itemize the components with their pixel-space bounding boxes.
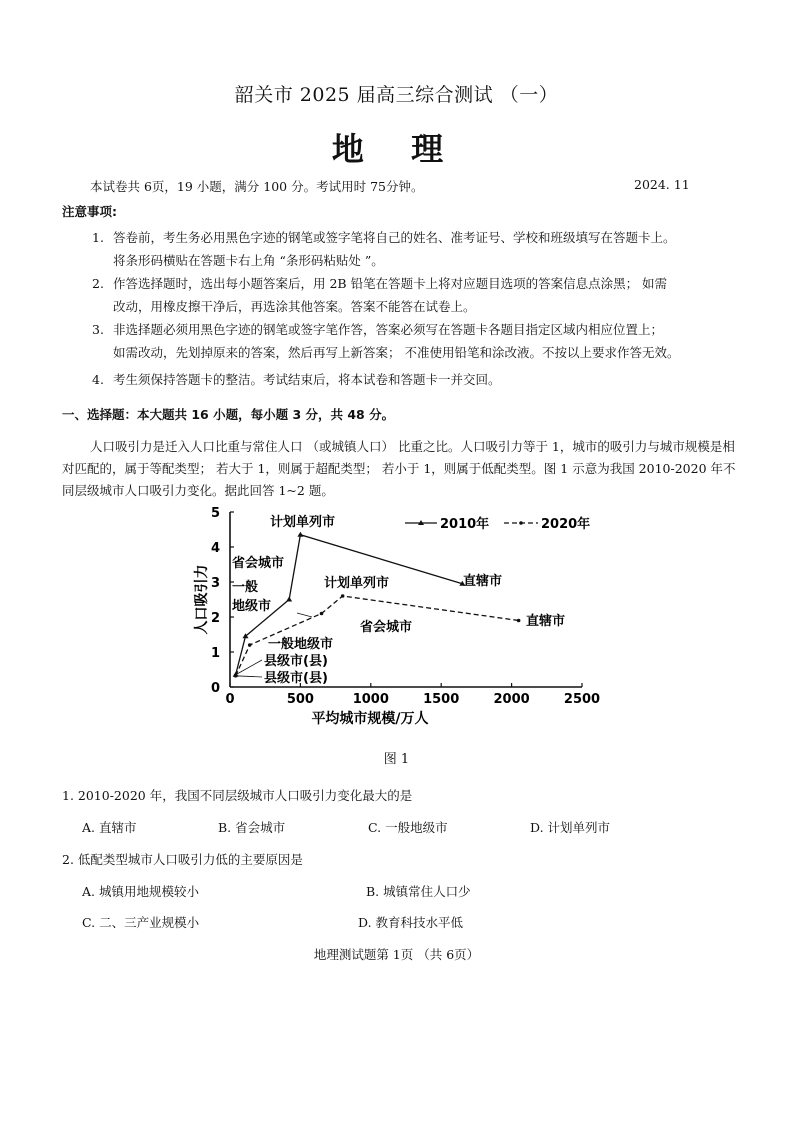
option-d: D. 计划单列市 <box>530 820 611 835</box>
y-tick-label: 4 <box>210 541 220 556</box>
notice-item <box>92 318 752 364</box>
legend-label-2010: 2010年 <box>440 517 490 532</box>
notice-line: 作答选择题时，选出每小题答案后，用 2B 铅笔在答题卡上将对应题目选项的答案信息点涂黑； 如需 <box>113 276 668 291</box>
annotation-label: 县级市(县) <box>264 654 328 669</box>
x-tick-label: 500 <box>286 692 314 707</box>
annotation-label: 直辖市 <box>526 614 566 629</box>
data-point <box>248 643 252 647</box>
annotation-label: 省会城市 <box>232 556 285 571</box>
notice-item <box>92 272 752 318</box>
exam-info: 本试卷共 6页，19 小题，满分 100 分。考试用时 75分钟。 <box>90 179 424 194</box>
x-axis-label: 平均城市规模/万人 <box>311 711 429 727</box>
notice-line: 改动，用橡皮擦干净后，再选涂其他答案。答案不能答在试卷上。 <box>113 299 476 314</box>
option-b: B. 省会城市 <box>218 820 286 835</box>
y-axis-label: 人口吸引力 <box>194 564 210 635</box>
intro-paragraph: 人口吸引力是迁入人口比重与常住人口 （或城镇人口） 比重之比。人口吸引力等于 1，城市的吸引力与城市规模是相对匹配的，属于等配类型； 若大于 1，则属于超配类型； 若小于 1，则属于低配类型。图 1 示意为我国 2010-2020 年不同层级城市人口吸引力变化。据此回答 1~2 题。 <box>62 439 736 498</box>
annotation-label: 县级市(县) <box>264 671 328 686</box>
annotation-label: 计划单列市 <box>324 576 390 591</box>
notice-number: 3. <box>92 322 104 337</box>
x-tick-label: 2000 <box>493 692 530 707</box>
notice-number: 1. <box>92 230 104 245</box>
data-point <box>297 532 303 537</box>
annotation-label: 地级市 <box>232 599 272 614</box>
notice-text <box>113 368 753 391</box>
notice-line: 如需改动，先划掉原来的答案，然后再写上新答案； 不准使用铅笔和涂改液。不按以上要求作答无效。 <box>113 345 680 360</box>
option-a: A. 直辖市 <box>82 820 137 835</box>
option-c: C. 二、三产业规模小 <box>82 915 200 930</box>
legend-label-2020: 2020年 <box>541 517 591 532</box>
y-tick-label: 3 <box>210 576 220 591</box>
page-footer: 地理测试题第 1页 （共 6页） <box>313 947 480 962</box>
legend-marker-2020 <box>519 521 523 525</box>
notice-line: 将条形码横贴在答题卡右上角 “条形码粘贴处 ”。 <box>113 253 384 268</box>
figure-caption: 图 1 <box>383 752 410 767</box>
data-point <box>341 594 345 598</box>
notice-text <box>113 318 753 364</box>
y-tick-label: 0 <box>210 681 220 696</box>
y-tick-label: 1 <box>210 646 220 661</box>
notice-number: 4. <box>92 372 104 387</box>
data-point <box>286 597 292 602</box>
notice-number: 2. <box>92 276 104 291</box>
annotation-label: 省会城市 <box>360 620 413 635</box>
attraction-chart <box>190 500 610 740</box>
x-tick-label: 1500 <box>423 692 460 707</box>
question-stem: 1. 2010-2020 年，我国不同层级城市人口吸引力变化最大的是 <box>62 788 413 803</box>
annotation-label: 直辖市 <box>463 574 503 589</box>
notice-text <box>113 272 753 318</box>
data-point <box>517 619 521 623</box>
notice-item <box>92 226 752 272</box>
annotation-label: 计划单列市 <box>270 515 336 530</box>
leader-line <box>236 676 262 677</box>
notice-heading: 注意事项: <box>62 204 117 219</box>
subject-heading: 地 理 <box>331 130 462 168</box>
option-c: C. 一般地级市 <box>368 820 448 835</box>
x-tick-label: 2500 <box>563 692 601 707</box>
option-d: D. 教育科技水平低 <box>358 915 464 930</box>
notice-item <box>92 368 752 391</box>
annotation-label: 一般地级市 <box>268 637 334 652</box>
y-tick-label: 2 <box>210 611 220 626</box>
notice-line: 答卷前，考生务必用黑色字迹的钢笔或签字笔将自己的姓名、准考证号、学校和班级填写在答题卡上。 <box>113 230 676 245</box>
y-tick-label: 5 <box>210 506 220 521</box>
annotation-label: 一般 <box>232 580 259 595</box>
exam-title: 韶关市 2025 届高三综合测试 （一） <box>234 84 559 106</box>
section-heading: 一、选择题：本大题共 16 小题，每小题 3 分，共 48 分。 <box>62 407 395 422</box>
notice-line: 考生须保持答题卡的整洁。考试结束后，将本试卷和答题卡一并交回。 <box>113 372 501 387</box>
option-a: A. 城镇用地规模较小 <box>82 884 199 899</box>
option-b: B. 城镇常住人口少 <box>366 884 471 899</box>
data-point <box>320 612 324 616</box>
notice-text <box>113 226 753 272</box>
leader-line <box>297 613 312 617</box>
question-stem: 2. 低配类型城市人口吸引力低的主要原因是 <box>62 852 303 867</box>
x-tick-label: 0 <box>225 692 235 707</box>
x-tick-label: 1000 <box>352 692 389 707</box>
exam-date: 2024. 11 <box>634 177 690 192</box>
notice-line: 非选择题必须用黑色字迹的钢笔或签字笔作答，答案必须写在答题卡各题目指定区域内相应位置上； <box>113 322 664 337</box>
